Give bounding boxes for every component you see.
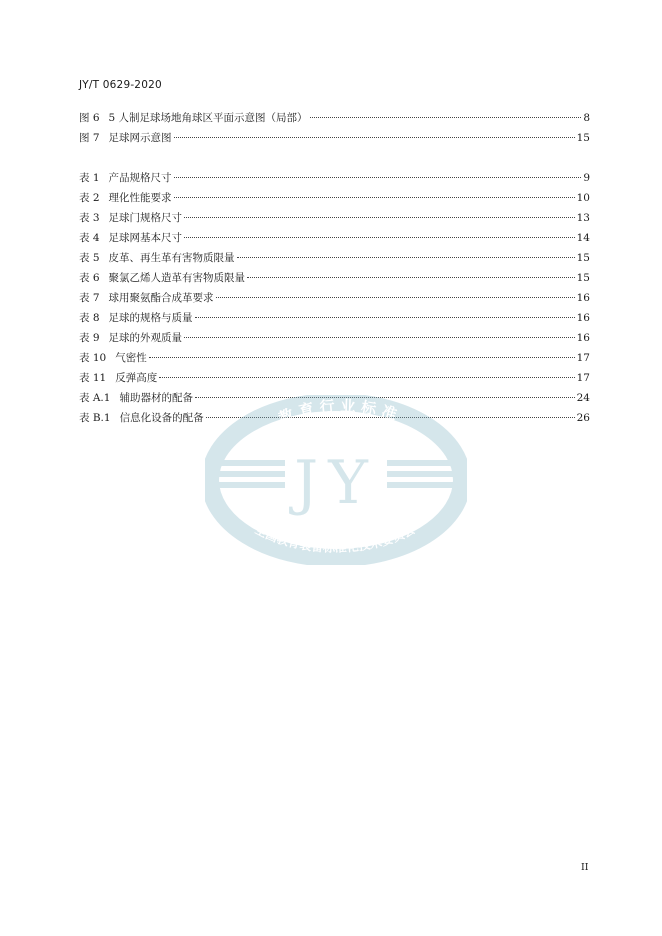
toc-title: 足球门规格尺寸 bbox=[108, 212, 183, 224]
toc-page-number: 16 bbox=[576, 332, 590, 344]
toc-page-number: 8 bbox=[583, 112, 590, 124]
toc-title: 5 人制足球场地角球区平面示意图（局部） bbox=[108, 112, 308, 124]
page-number: II bbox=[581, 862, 589, 873]
toc-page-number: 14 bbox=[576, 232, 590, 244]
watermark-stripe bbox=[205, 482, 285, 488]
toc-number: 表 8 bbox=[79, 312, 100, 324]
toc-page-number: 16 bbox=[576, 292, 590, 304]
toc-number: 表 A.1 bbox=[79, 392, 111, 404]
toc-entry-table-2[interactable] bbox=[79, 190, 590, 210]
toc-title: 聚氯乙烯人造革有害物质限量 bbox=[108, 272, 246, 284]
toc-number: 表 4 bbox=[79, 232, 100, 244]
toc-page-number: 13 bbox=[576, 212, 590, 224]
toc-entry-table-5[interactable] bbox=[79, 250, 590, 270]
toc-leader-dots bbox=[174, 177, 582, 178]
toc-number: 图 7 bbox=[79, 132, 100, 144]
toc-page-number: 15 bbox=[576, 132, 590, 144]
toc-page-number: 17 bbox=[576, 352, 590, 364]
toc-page-number: 15 bbox=[576, 252, 590, 264]
toc-leader-dots bbox=[237, 257, 575, 258]
toc-leader-dots bbox=[184, 217, 575, 218]
toc-title: 理化性能要求 bbox=[108, 192, 172, 204]
toc-page-number: 15 bbox=[576, 272, 590, 284]
toc-leader-dots bbox=[247, 277, 575, 278]
toc-entry-table-6[interactable] bbox=[79, 270, 590, 290]
toc-number: 表 1 bbox=[79, 172, 100, 184]
toc-leader-dots bbox=[184, 337, 575, 338]
watermark-bottom-text: 全国教育装备标准化技术委员会 bbox=[252, 522, 418, 555]
toc-title: 足球的规格与质量 bbox=[108, 312, 193, 324]
watermark-center-text: JY bbox=[294, 448, 378, 518]
toc-leader-dots bbox=[195, 397, 575, 398]
document-code: JY/T 0629-2020 bbox=[79, 79, 162, 91]
toc-title: 足球的外观质量 bbox=[108, 332, 183, 344]
toc-entry-table-9[interactable] bbox=[79, 330, 590, 350]
toc-number: 表 B.1 bbox=[79, 412, 111, 424]
toc-number: 表 10 bbox=[79, 352, 107, 364]
toc-page-number: 17 bbox=[576, 372, 590, 384]
watermark-stripe bbox=[387, 482, 467, 488]
toc-leader-dots bbox=[216, 297, 575, 298]
toc-entry-table-7[interactable] bbox=[79, 290, 590, 310]
toc-entry-figure-7[interactable] bbox=[79, 130, 590, 150]
toc-title: 足球网基本尺寸 bbox=[108, 232, 183, 244]
toc-number: 表 6 bbox=[79, 272, 100, 284]
toc-leader-dots bbox=[174, 197, 575, 198]
table-list bbox=[79, 170, 590, 430]
watermark-stripe bbox=[387, 471, 467, 477]
toc-number: 表 3 bbox=[79, 212, 100, 224]
toc-entry-table-3[interactable] bbox=[79, 210, 590, 230]
toc-entry-table-10[interactable] bbox=[79, 350, 590, 370]
toc-number: 表 9 bbox=[79, 332, 100, 344]
toc-entry-table-4[interactable] bbox=[79, 230, 590, 250]
toc-page-number: 10 bbox=[576, 192, 590, 204]
toc-number: 表 7 bbox=[79, 292, 100, 304]
toc-leader-dots bbox=[206, 417, 575, 418]
toc-leader-dots bbox=[159, 377, 574, 378]
toc-number: 图 6 bbox=[79, 112, 100, 124]
toc-number: 表 11 bbox=[79, 372, 107, 384]
toc-title: 产品规格尺寸 bbox=[108, 172, 172, 184]
toc-leader-dots bbox=[195, 317, 575, 318]
toc-page-number: 16 bbox=[576, 312, 590, 324]
watermark-stripe bbox=[205, 471, 285, 477]
toc-entry-table-11[interactable] bbox=[79, 370, 590, 390]
toc-entry-figure-6[interactable] bbox=[79, 110, 590, 130]
toc-leader-dots bbox=[174, 137, 575, 138]
toc-number: 表 5 bbox=[79, 252, 100, 264]
toc-entry-table-b1[interactable] bbox=[79, 410, 590, 430]
toc-title: 信息化设备的配备 bbox=[119, 412, 204, 424]
toc-entry-table-8[interactable] bbox=[79, 310, 590, 330]
toc-entry-table-a1[interactable] bbox=[79, 390, 590, 410]
toc-leader-dots bbox=[310, 117, 582, 118]
toc-title: 皮革、再生革有害物质限量 bbox=[108, 252, 235, 264]
toc-number: 表 2 bbox=[79, 192, 100, 204]
watermark-top-text: 教 育 行 业 标 准 bbox=[275, 396, 400, 428]
table-of-contents bbox=[79, 110, 590, 430]
toc-page-number: 9 bbox=[583, 172, 590, 184]
toc-leader-dots bbox=[184, 237, 575, 238]
toc-page-number: 26 bbox=[576, 412, 590, 424]
toc-leader-dots bbox=[149, 357, 575, 358]
toc-title: 球用聚氨酯合成革要求 bbox=[108, 292, 214, 304]
toc-title: 足球网示意图 bbox=[108, 132, 172, 144]
toc-title: 反弹高度 bbox=[115, 372, 158, 384]
watermark-stripe bbox=[205, 460, 285, 466]
toc-entry-table-1[interactable] bbox=[79, 170, 590, 190]
watermark-stripe bbox=[387, 460, 467, 466]
toc-title: 辅助器材的配备 bbox=[119, 392, 193, 404]
figure-list bbox=[79, 110, 590, 150]
toc-page-number: 24 bbox=[576, 392, 590, 404]
toc-title: 气密性 bbox=[115, 352, 147, 364]
